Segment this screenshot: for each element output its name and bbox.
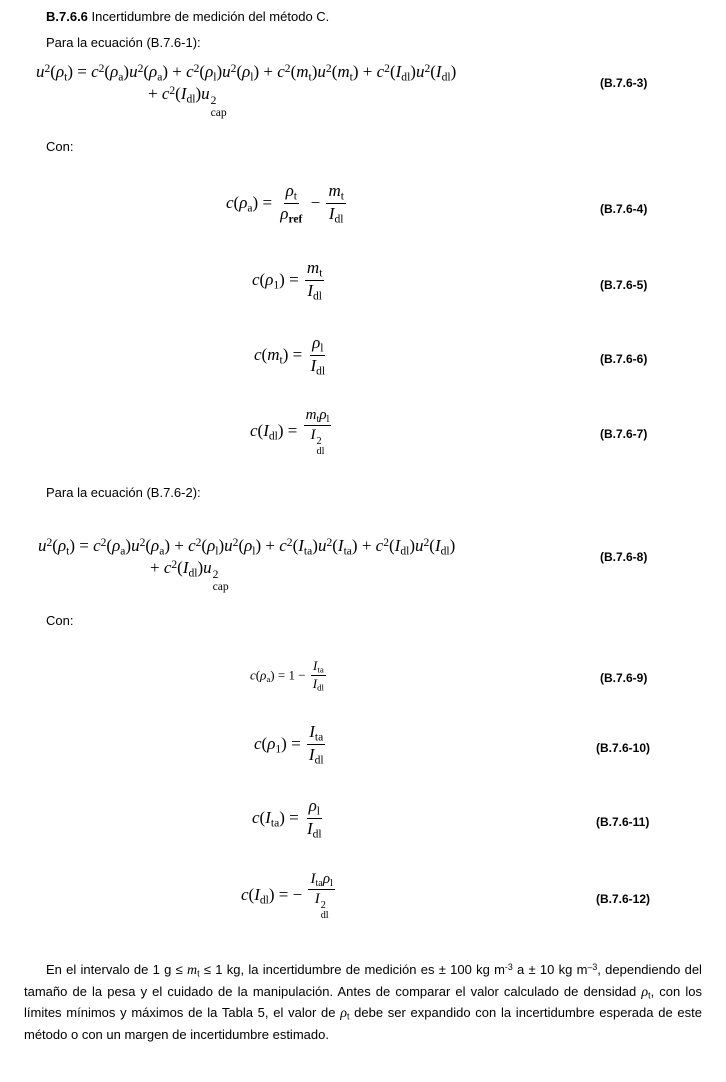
equation-b767: $c(I_{dl})$ = $m_t\rho_l$ I 2 dl — [250, 407, 330, 458]
equation-b768-line1: $u^2(\rho_t) = c^2(\rho_a)u^2(\rho_a) + c^2(\rho_l)u^2(\rho_l) + c^2(I_{ta})u^2(I_{ta}) + c^2(I_{dl})u^2(I_{dl})$ — [38, 536, 456, 558]
equation-b763-line2: + $c^2(I_{dl})u$ 2 cap — [148, 84, 227, 119]
equation-b7612: $c(I_{dl})$ = − $I_{ta}\rho_l$ I 2 dl — [241, 871, 333, 922]
equation-number: (B.7.6-4) — [600, 202, 648, 216]
equation-b764: $c(\rho_a)$ = $\frac{\rho_t}{\rho_{ref}}$ − $\frac{m_t}{I_{dl}}$ — [226, 181, 344, 226]
equation-number: (B.7.6-10) — [596, 741, 651, 755]
equation-b763-line1: $u^2(\rho_t) = c^2(\rho_a)u^2(\rho_a) + c^2(\rho_l)u^2(\rho_l) + c^2(m_t)u^2(m_t) + c^2(I_{dl})u^2(I_{dl})$ — [36, 62, 457, 84]
equation-number: (B.7.6-5) — [600, 278, 648, 292]
label-for-equation-2: Para la ecuación (B.7.6-2): — [46, 485, 201, 500]
equation-number: (B.7.6-7) — [600, 427, 648, 441]
equation-b768-line2: + $c^2(I_{dl})u$ 2 cap — [150, 558, 229, 593]
label-con-1: Con: — [46, 139, 74, 154]
equation-b765: $c(\rho_1)$ = $\frac{m_t}{I_{dl}}$ — [252, 258, 323, 303]
paragraph-text: a ± 10 kg m — [517, 961, 588, 977]
paragraph-text: ≤ 1 kg, la incertidumbre de medición es ± 100 kg m — [203, 961, 505, 977]
equation-number: (B.7.6-12) — [596, 892, 651, 906]
equation-number: (B.7.6-6) — [600, 352, 648, 366]
section-number: B.7.6.6 — [46, 9, 88, 24]
label-con-2: Con: — [46, 613, 74, 628]
equation-number: (B.7.6-9) — [600, 671, 648, 685]
label-for-equation-1: Para la ecuación (B.7.6-1): — [46, 35, 201, 50]
equation-number: (B.7.6-3) — [600, 76, 648, 90]
exponent: -3 — [504, 962, 513, 972]
equation-b766: $c(m_t)$ = $\frac{\rho_l}{I_{dl}}$ — [254, 333, 326, 378]
equation-b7610: $c(\rho_1)$ = $\frac{I_{ta}}{I_{dl}}$ — [254, 722, 324, 767]
body-paragraph: En el intervalo de 1 $g \le m_t \le 1$ kg, la incertidumbre de medición es ± 100 kg $m^{-3}$ a ± 10 kg $m^{-3}$, dependiendo del tamaño de la pesa y el cuidado de la manipulación. Antes de comparar el valor calculado de densidad $\rho_t$, con los límites mínimos y máximos de la Tabla 5, el valor de $\rho_t$ debe ser expandido con la incertidumbre esperada de este método o con un margen de incertidumbre estimado. — [24, 961, 702, 1042]
exponent: –3 — [587, 962, 598, 972]
paragraph-text: , dependiendo del tamaño de la pesa y el cuidado de la manipulación. Antes de comparar el valor calculado de densidad — [24, 961, 702, 999]
equation-number: (B.7.6-11) — [596, 815, 650, 829]
equation-number: (B.7.6-8) — [600, 550, 648, 564]
equation-b769: $c(\rho_a) = 1$ − $\frac{I_{ta}}{I_{dl}}$ — [250, 658, 325, 693]
section-heading — [46, 9, 329, 24]
paragraph-text: debe ser expandido con la incertidumbre esperada de este método o con un margen de incertidumbre estimado. — [24, 1005, 702, 1042]
equation-b7611: $c(I_{ta})$ = $\frac{\rho_l}{I_{dl}}$ — [252, 796, 322, 841]
section-title: Incertidumbre de medición del método C. — [91, 9, 330, 24]
paragraph-text: , con los límites mínimos y máximos de la Tabla 5, el valor de — [24, 983, 702, 1021]
paragraph-text: En el intervalo de 1 g ≤ — [46, 961, 183, 977]
